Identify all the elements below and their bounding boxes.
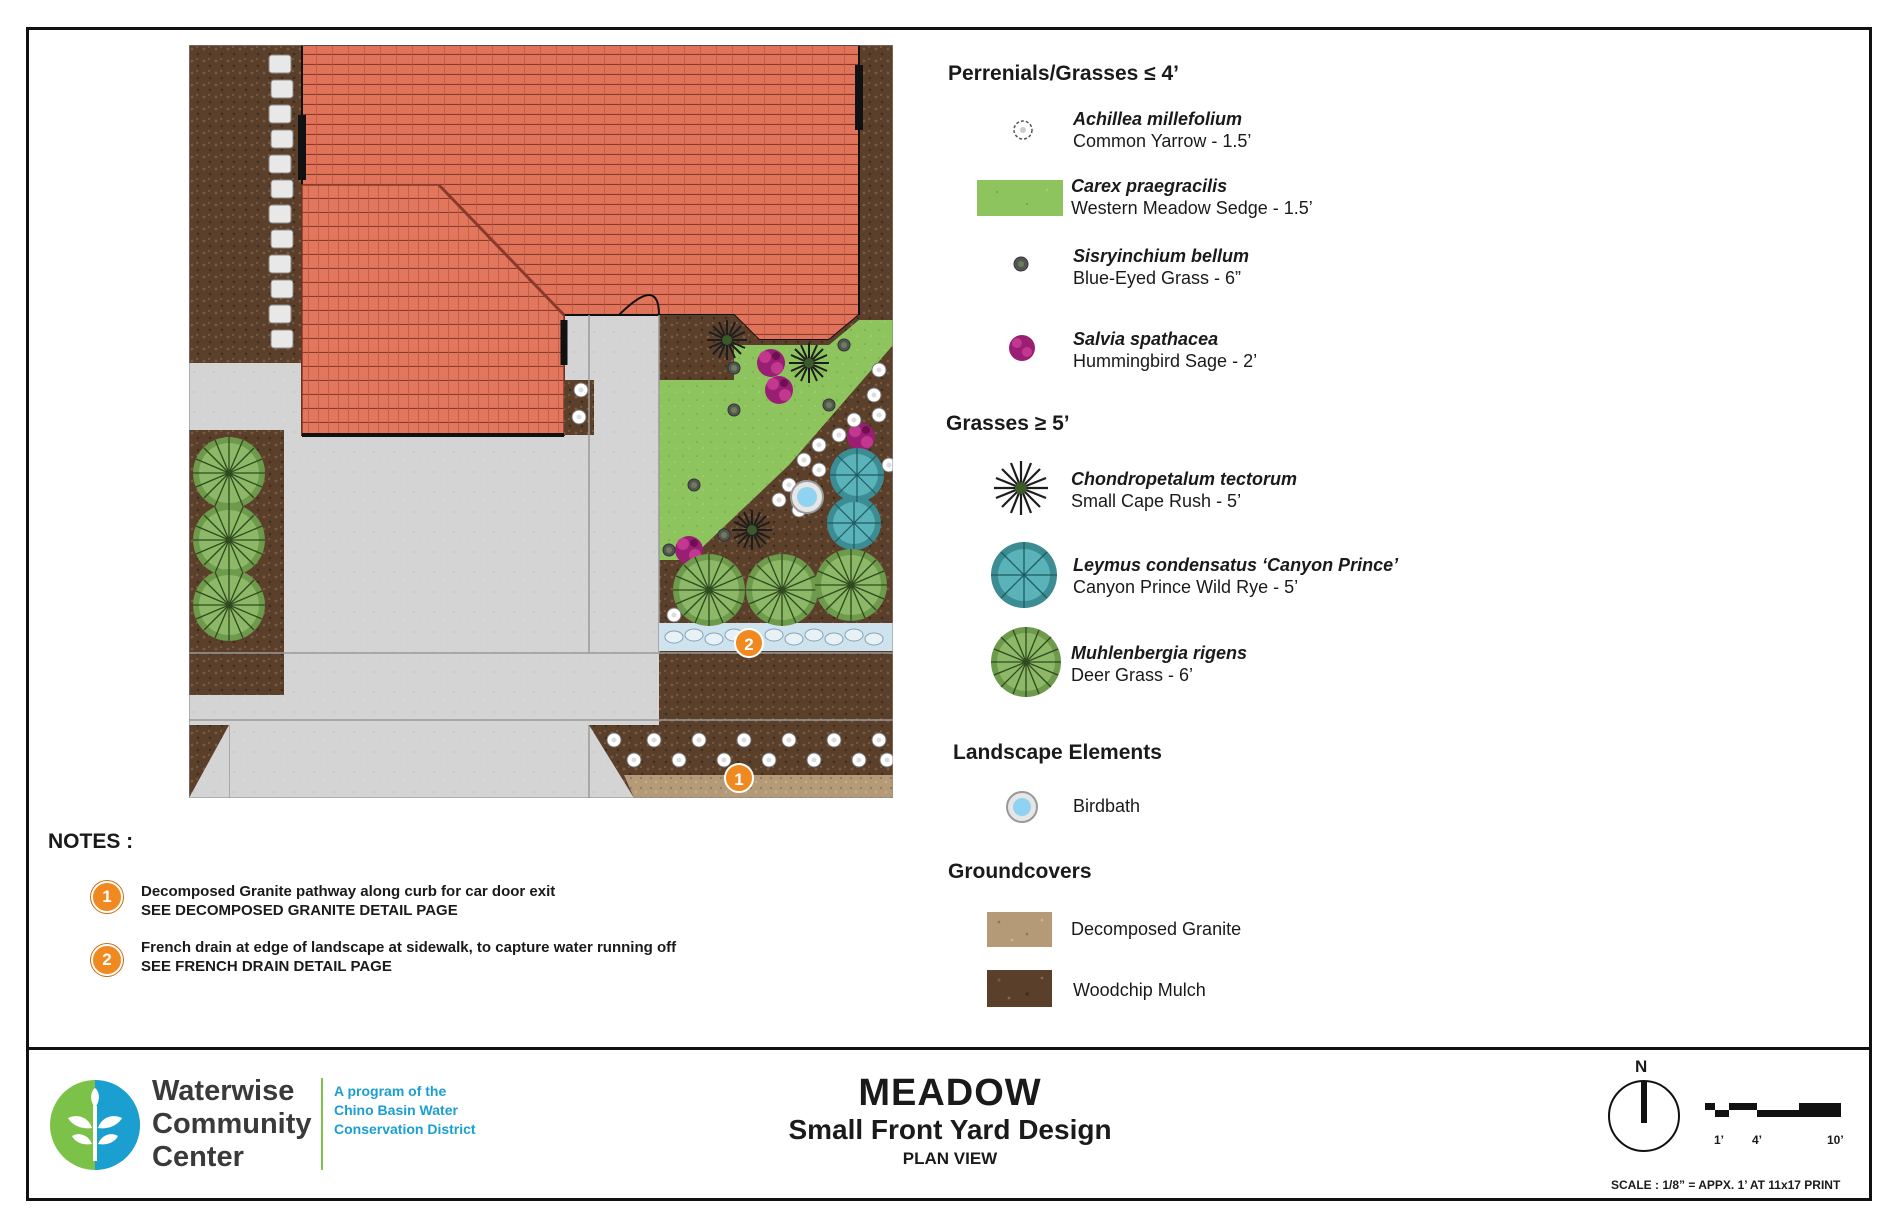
plan-wild-rye — [827, 496, 881, 550]
note-2-badge: 2 — [91, 944, 123, 976]
plan-wild-rye — [830, 448, 884, 502]
scale-bar — [1705, 1103, 1845, 1121]
plan-deer-grass — [193, 437, 265, 509]
plan-salvia — [765, 376, 793, 404]
legend-sedge-common: Western Meadow Sedge - 1.5’ — [1071, 198, 1313, 218]
legend-deer-grass-common: Deer Grass - 6’ — [1071, 665, 1194, 685]
plan-marker-2 — [735, 629, 763, 657]
legend-item-blue-eyed-grass — [1073, 245, 1249, 289]
title-main: MEADOW — [858, 1072, 1042, 1114]
legend-item-sedge — [1071, 175, 1313, 219]
note-1-line2: SEE DECOMPOSED GRANITE DETAIL PAGE — [141, 902, 458, 919]
wild-rye-icon — [989, 540, 1059, 610]
note-1 — [141, 882, 555, 920]
legend-yarrow-common: Common Yarrow - 1.5’ — [1073, 131, 1252, 151]
plan-deer-grass — [193, 504, 265, 576]
plan-cape-rush — [789, 343, 829, 383]
scale-note: SCALE : 1/8” = APPX. 1’ AT 11x17 PRINT — [1611, 1178, 1841, 1192]
program-line2: Chino Basin Water — [334, 1102, 458, 1118]
plan-deer-grass — [815, 549, 887, 621]
legend-blue-eyed-grass-scientific: Sisryinchium bellum — [1073, 246, 1250, 266]
legend-cape-rush-common: Small Cape Rush - 5’ — [1071, 491, 1242, 511]
legend-sedge-scientific: Carex praegracilis — [1071, 176, 1228, 196]
brand-line1: Waterwise — [152, 1075, 295, 1107]
plan-marker-2-label: 2 — [744, 635, 754, 654]
legend-grasses-heading: Grasses ≥ 5’ — [946, 412, 1070, 435]
drawing-title — [700, 1072, 1200, 1172]
legend-salvia-common: Hummingbird Sage - 2’ — [1073, 351, 1258, 371]
yarrow-icon — [1008, 115, 1038, 145]
plan-salvia — [847, 423, 875, 451]
plan-cape-rush — [707, 320, 747, 360]
title-view: PLAN VIEW — [902, 1149, 998, 1168]
title-block-divider — [26, 1047, 1872, 1050]
plan-salvia — [757, 349, 785, 377]
plan-birdbath — [791, 481, 823, 513]
site-plan — [189, 45, 893, 798]
note-2-line2: SEE FRENCH DRAIN DETAIL PAGE — [141, 958, 392, 975]
legend-cape-rush-scientific: Chondropetalum tectorum — [1071, 469, 1298, 489]
legend-item-wild-rye — [1073, 554, 1398, 598]
note-2 — [141, 938, 676, 976]
notes-title: NOTES : — [48, 830, 134, 853]
legend-item-yarrow — [1073, 108, 1251, 152]
plan-marker-1 — [725, 764, 753, 792]
legend-item-birdbath — [1073, 795, 1140, 817]
program-line1: A program of the — [334, 1083, 447, 1099]
scale-label-4: 4’ — [1752, 1133, 1763, 1147]
birdbath-icon — [1005, 790, 1039, 824]
legend-granite-label: Decomposed Granite — [1071, 919, 1242, 939]
north-label: N — [1635, 1057, 1648, 1076]
legend-deer-grass-scientific: Muhlenbergia rigens — [1071, 643, 1248, 663]
legend-birdbath-label: Birdbath — [1073, 796, 1141, 816]
scale-label-1: 1’ — [1714, 1133, 1725, 1147]
legend-perennials-heading: Perrenials/Grasses ≤ 4’ — [948, 62, 1180, 85]
waterwise-logo-icon — [48, 1078, 142, 1172]
brand-name — [152, 1075, 312, 1174]
note-1-badge: 1 — [91, 881, 123, 913]
granite-swatch — [987, 912, 1052, 947]
legend-groundcovers-heading: Groundcovers — [948, 860, 1092, 883]
legend-blue-eyed-grass-common: Blue-Eyed Grass - 6” — [1073, 268, 1242, 288]
north-arrow-icon — [1606, 1078, 1682, 1154]
deer-grass-icon — [989, 625, 1063, 699]
program-text — [334, 1082, 476, 1139]
legend-wild-rye-scientific: Leymus condensatus ‘Canyon Prince’ — [1073, 555, 1399, 575]
brand-line2: Community — [152, 1108, 312, 1140]
title-subtitle: Small Front Yard Design — [788, 1114, 1112, 1145]
salvia-icon — [1006, 332, 1038, 364]
plan-deer-grass — [746, 554, 818, 626]
brand-line3: Center — [152, 1141, 244, 1173]
legend-item-salvia — [1073, 328, 1257, 372]
program-line3: Conservation District — [334, 1121, 476, 1137]
legend-item-mulch — [1073, 979, 1206, 1001]
legend-item-granite — [1071, 918, 1241, 940]
brand-separator — [321, 1078, 323, 1170]
note-1-line1: Decomposed Granite pathway along curb for car door exit — [141, 883, 556, 900]
mulch-swatch — [987, 970, 1052, 1007]
plan-marker-1-label: 1 — [734, 770, 744, 789]
legend-wild-rye-common: Canyon Prince Wild Rye - 5’ — [1073, 577, 1299, 597]
sedge-swatch — [977, 180, 1063, 216]
scale-label-10: 10’ — [1827, 1133, 1844, 1147]
legend-elements-heading: Landscape Elements — [953, 741, 1162, 764]
legend-item-deer-grass — [1071, 642, 1247, 686]
plan-deer-grass — [193, 569, 265, 641]
legend-salvia-scientific: Salvia spathacea — [1073, 329, 1219, 349]
legend-yarrow-scientific: Achillea millefolium — [1073, 109, 1243, 129]
blue-eyed-grass-icon — [1011, 254, 1031, 274]
cape-rush-icon — [991, 458, 1051, 518]
legend-item-cape-rush — [1071, 468, 1297, 512]
plan-deer-grass — [673, 554, 745, 626]
plan-cape-rush — [732, 510, 772, 550]
note-2-line1: French drain at edge of landscape at sidewalk, to capture water running off — [141, 939, 677, 956]
legend-mulch-label: Woodchip Mulch — [1073, 980, 1206, 1000]
